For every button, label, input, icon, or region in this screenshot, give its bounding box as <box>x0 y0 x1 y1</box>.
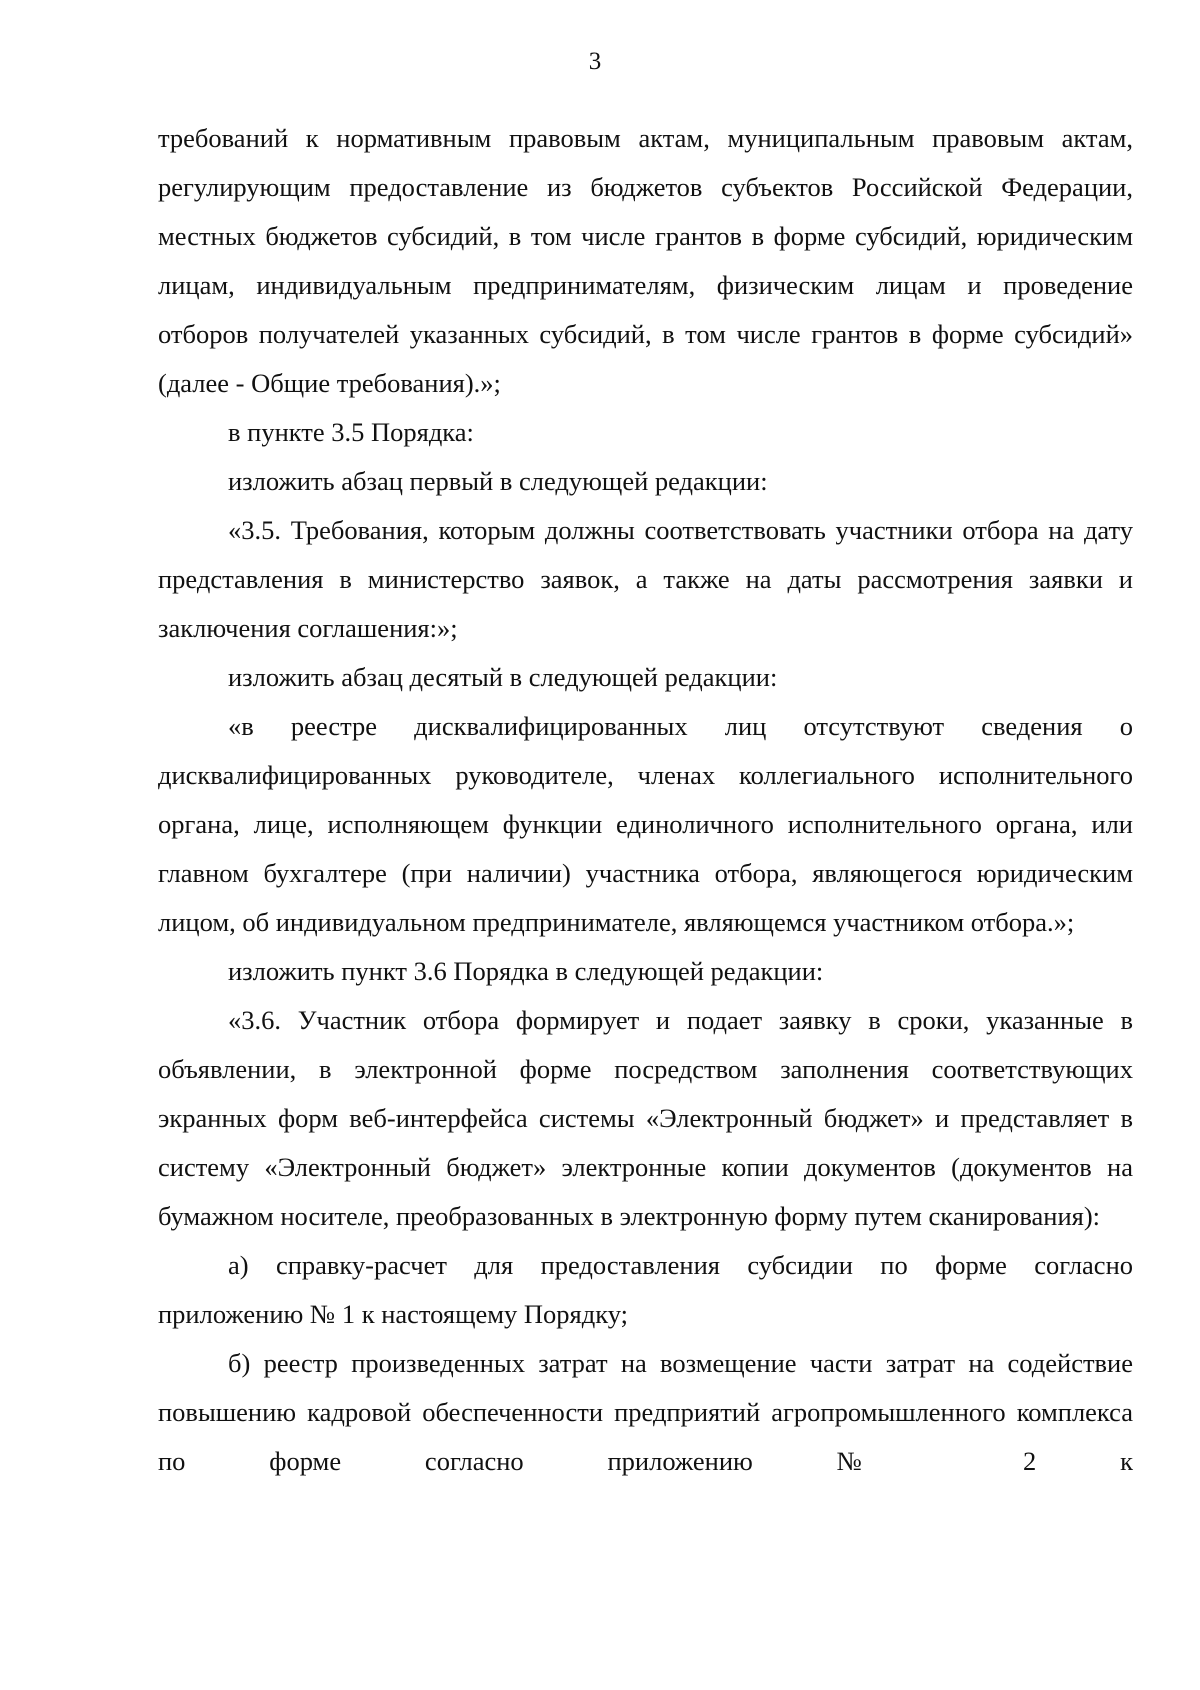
paragraph-clause-3-6-text: «3.6. Участник отбора формирует и подает заявку в сроки, указанные в объявлении, в электронной форме посредством заполнения соответствующих экранных форм веб-интерфейса системы «Электронный бюджет» и представляет в систему «Электронный бюджет» электронные копии документов (документов на бумажном носителе, преобразованных в электронную форму путем сканирования): <box>158 1005 1133 1231</box>
paragraph-item-b: б) реестр произведенных затрат на возмещение части затрат на содействие повышению кадровой обеспеченности предприятий агропромышленного комплекса по форме согласно приложению № 2 к <box>158 1348 1133 1476</box>
page-number: 3 <box>588 48 602 75</box>
paragraph-clause-3-5-text: «3.5. Требования, которым должны соответствовать участники отбора на дату представления в министерство заявок, а также на даты рассмотрения заявки и заключения соглашения:»; <box>158 515 1133 643</box>
paragraph-continuation: требований к нормативным правовым актам, муниципальным правовым актам, регулирующим предоставление из бюджетов субъектов Российской Федерации, местных бюджетов субсидий, в том числе грантов в форме субсидий, юридическим лицам, индивидуальным предпринимателям, физическим лицам и проведение отборов получателей указанных субсидий, в том числе грантов в форме субсидий» (далее - Общие требования).»; <box>158 123 1133 398</box>
paragraph-tenth-abzac-instruction: изложить абзац десятый в следующей редакции: <box>228 662 778 692</box>
paragraph-clause-3-6-instruction: изложить пункт 3.6 Порядка в следующей редакции: <box>228 956 824 986</box>
paragraph-clause-3-5-intro: в пункте 3.5 Порядка: <box>228 417 474 447</box>
paragraph-item-a: а) справку-расчет для предоставления субсидии по форме согласно приложению № 1 к настоящему Порядку; <box>158 1250 1133 1329</box>
document-body <box>158 114 1133 1486</box>
paragraph-first-abzac-instruction: изложить абзац первый в следующей редакции: <box>228 466 768 496</box>
paragraph-disqualified-registry: «в реестре дисквалифицированных лиц отсутствуют сведения о дисквалифицированных руководителе, членах коллегиального исполнительного органа, лице, исполняющем функции единоличного исполнительного органа, или главном бухгалтере (при наличии) участника отбора, являющегося юридическим лицом, об индивидуальном предпринимателе, являющемся участником отбора.»; <box>158 711 1133 937</box>
